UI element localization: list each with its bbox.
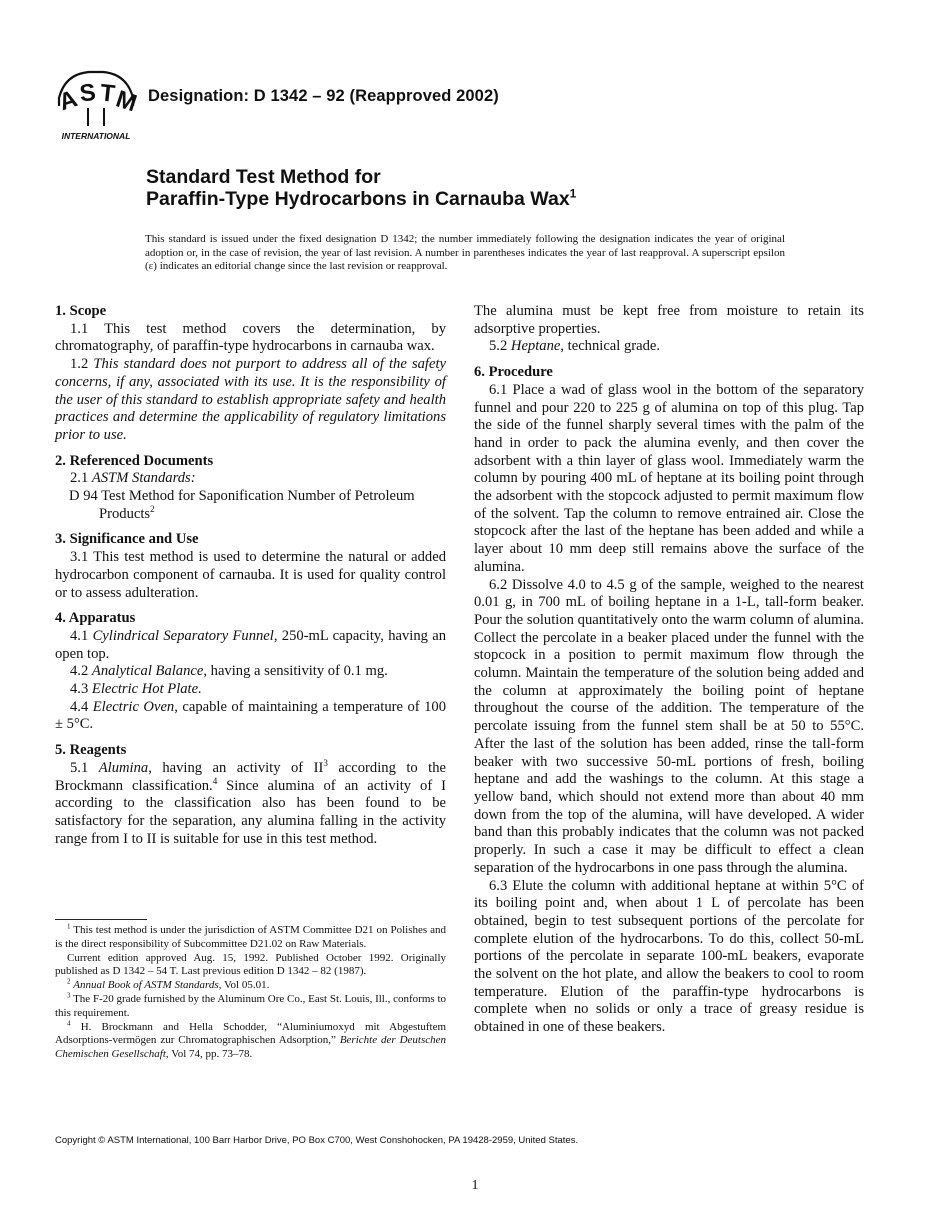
footnotes [55,924,446,1062]
astm-logo [55,68,140,144]
para-5-1-part-a: 5.1 Alumina, having an activity of $II^3$ according to the Brockmann classification.$^4$ Since alumina of an activity of I according to the classification also has been found to be satisfactory for the separation, any alumina falling in the activity range from I to II is suitable for use in this test method. [55,758,446,847]
title-line-1: Standard Test Method for [146,166,381,188]
footnote-2: $^2$ Annual Book of ASTM Standards, Vol 05.01. [67,977,270,992]
logo-subtext: INTERNATIONAL [61,131,131,141]
page-title [146,166,576,210]
para-4-3: 4.3 Electric Hot Plate. [70,681,202,698]
page-number: 1 [471,1178,479,1193]
para-1-1: 1.1 This test method covers the determination, by chromatography, of paraffin-type hydrocarbons in carnauba wax. [55,320,446,355]
title-line-2: Paraffin-Type Hydrocarbons in Carnauba Wax$^1$ [146,186,577,210]
para-1-2: 1.2 This standard does not purport to address all of the safety concerns, if any, associated with its use. It is the responsibility of the user of this standard to establish appropriate safety and health practices and determine the applicability of regulatory limitations prior to use. [55,356,446,443]
footnote-1: $^1$ This test method is under the jurisdiction of ASTM Committee D21 on Polishes and is the direct responsibility of Subcommittee D21.02 on Raw Materials. [55,922,446,950]
title-footnote-mark: 1 [569,186,577,201]
section-heading-apparatus: 4. Apparatus [55,610,136,627]
para-5-2: 5.2 Heptane, technical grade. [489,338,661,355]
svg-text:M: M [112,85,140,118]
para-4-1: 4.1 Cylindrical Separatory Funnel, 250-mL capacity, having an open top. [55,627,446,662]
svg-text:A: A [55,85,81,117]
para-4-2: 4.2 Analytical Balance, having a sensitivity of 0.1 mg. [70,663,388,680]
designation: Designation: D 1342 – 92 (Reapproved 2002) [148,87,499,105]
para-3-1: 3.1 This test method is used to determine the natural or added hydrocarbon component of carnauba. It is used for quality control or to assess adulteration. [55,549,446,601]
right-column [474,303,864,1037]
para-6-1: 6.1 Place a wad of glass wool in the bottom of the separatory funnel and pour 220 to 225 g of alumina on top of this plug. Tap the side of the funnel sharply several times with the palm of the hand in order to pack the alumina evenly, and then cover the adsorbent with a thin layer of glass wool. Immediately warm the column by pouring 400 mL of heptane at its boiling point through the adsorbent with the stopcock adjusted to permit maximum flow of the solvent. Tap the column to remove entrained air. Close the stopcock after the last of the heptane has been added and while a layer about 10 mm deep still remains above the surface of the alumina. [474,381,864,575]
section-heading-scope: 1. Scope [55,303,107,319]
issuance-notice: This standard is issued under the fixed designation D 1342; the number immediately following the designation indicates the year of original adoption or, in the case of revision, the year of last revision. A number in parentheses indicates the year of last reapproval. A superscript epsilon (ε) indicates an editorial change since the last revision or reapproval. [145,233,785,273]
section-heading-procedure: 6. Procedure [474,364,553,381]
logo-stem [88,108,104,126]
svg-text:S: S [78,78,98,108]
footnote-1-edition: Current edition approved Aug. 15, 1992. Published October 1992. Originally published as D 1342 – 54 T. Last previous edition D 1342 – 82 (1987). [55,951,446,978]
footnote-4: $^4$ H. Brockmann and Hella Schodder, “Aluminiumoxyd mit Abgestuftem Adsorptions-vermögen zur Chromatographischen Adsorption,” Berichte der Deutschen Chemischen Gesellschaft, Vol 74, pp. 73–78. [55,1018,447,1061]
footnote-3: $^3$ The F-20 grade furnished by the Aluminum Ore Co., East St. Louis, Ill., conforms to this requirement. [55,991,446,1019]
para-6-2: 6.2 Dissolve 4.0 to 4.5 g of the sample, weighed to the nearest 0.01 g, in 700 mL of boiling heptane in a 1-L, tall-form beaker. Pour the solution quantitatively onto the warm column of alumina. Collect the percolate in a beaker placed under the funnel with the stopcock in a position to permit maximum flow through the column. Maintain the temperature of the solution being added and the column at approximately the boiling point of heptane throughout the course of the addition. The temperature of the percolate issuing from the funnel stem shall be at 50 to 55°C. After the last of the solution has been added, rinse the tall-form beaker with two successive 50-mL portions of fresh, boiling heptane and add the washings to the column. At this stage a yellow band, which should not extend more than about 40 mm down from the top of the alumina, will have developed. A wider band than this probably indicates that the column was not packed properly. In such a case it may be difficult to effect a clean separation of the hydrocarbons in one pass through the alumina. [474,576,864,876]
para-4-4: 4.4 Electric Oven, capable of maintaining a temperature of 100 ± 5°C. [55,698,446,733]
copyright-notice: Copyright © ASTM International, 100 Barr Harbor Drive, PO Box C700, West Conshohocken, PA 19428-2959, United States. [55,1135,579,1146]
section-heading-significance: 3. Significance and Use [55,531,199,548]
footnote-rule [55,919,147,920]
section-heading-reagents: 5. Reagents [55,742,127,759]
para-6-3: 6.3 Elute the column with additional heptane at within 5°C of its boiling point and, when about 1 L of percolate has been obtained, begin to test subsequent portions of the percolate for complete elution of the hydrocarbons. To do this, collect 50-mL portions of the percolate in separate 100-mL beakers, evaporate the solvent on the hot plate, and allow the beakers to cool to room temperature. Elution of the paraffin-type hydrocarbons is complete when no solids or only a trace of greasy residue is obtained in one of these beakers. [474,877,864,1036]
para-5-1-continuation: Since alumina of an activity of I according to the classification also has been found to be satisfactory for the separation, any alumina falling in the activity range from I to II is suitable for use in this test method. [55,777,446,847]
left-column [55,303,446,848]
para-5-1-tail: The alumina must be kept free from moisture to retain its adsorptive properties. [474,303,864,337]
section-heading-referenced: 2. Referenced Documents [55,452,214,469]
svg-text:T: T [98,79,117,108]
reference-d94: D 94 Test Method for Saponification Number of Petroleum Products$^2$ [69,488,415,522]
para-2-1: 2.1 ASTM Standards: [70,470,196,487]
